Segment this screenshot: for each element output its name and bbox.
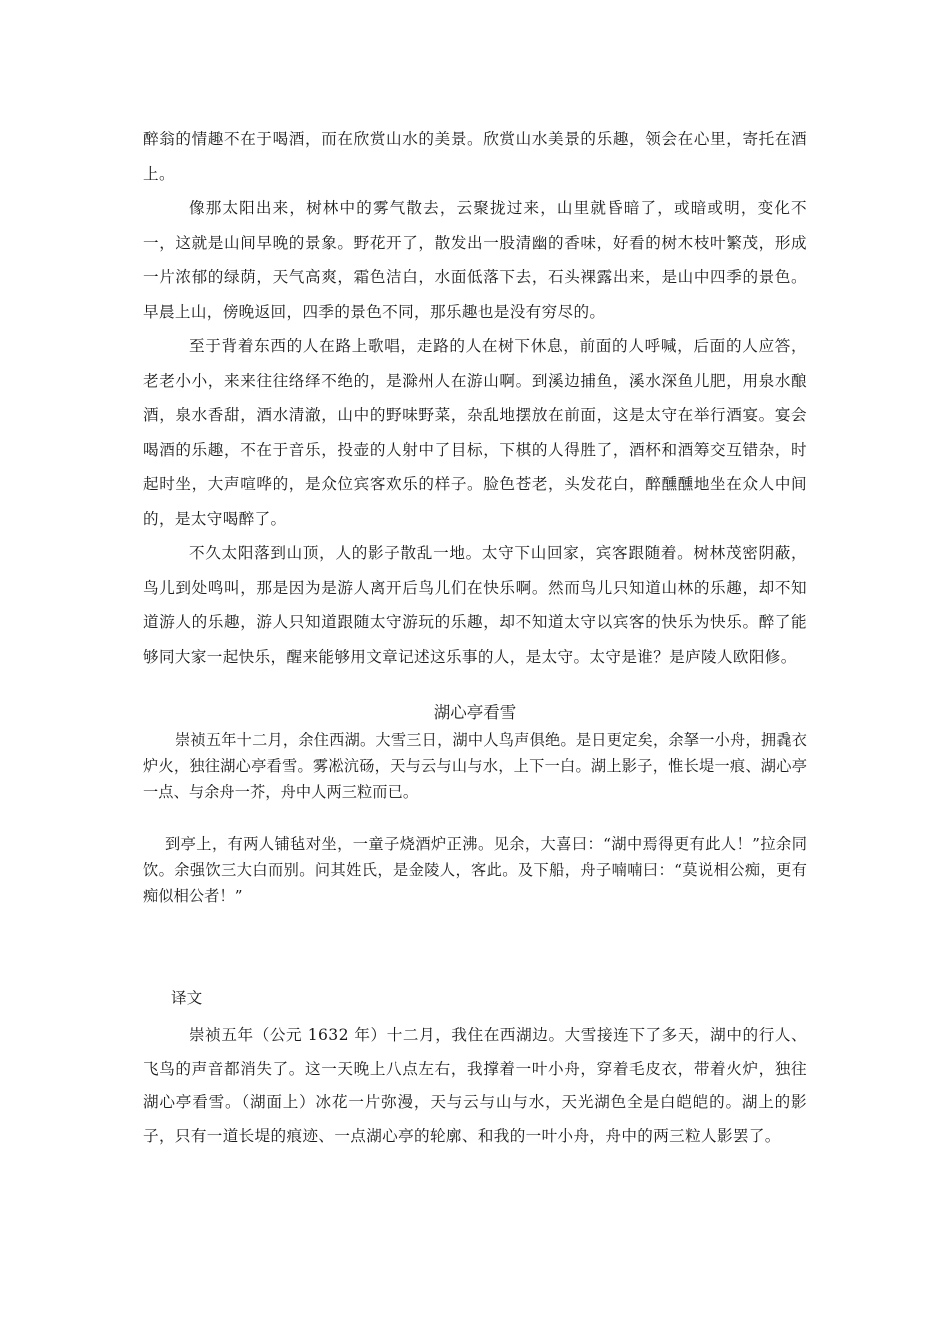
paragraph-zuiweng-interest: 醉翁的情趣不在于喝酒，而在欣赏山水的美景。欣赏山水美景的乐趣，领会在心里，寄托在酒上。 [143, 130, 807, 183]
translation-section-1 [143, 122, 807, 674]
paragraph-mountain-scenery: 像那太阳出来，树林中的雾气散去，云聚拢过来，山里就昏暗了，或暗或明，变化不一，这就是山间早晚的景象。野花开了，散发出一股清幽的香味，好看的树木枝叶繁茂，形成一片浓郁的绿荫，天气高爽，霜色洁白，水面低落下去，石头裸露出来，是山中四季的景色。早晨上山，傍晚返回，四季的景色不同，那乐趣也是没有穷尽的。 [143, 199, 807, 321]
paragraph-feast: 至于背着东西的人在路上歌唱，走路的人在树下休息，前面的人呼喊，后面的人应答，老老小小，来来往往络绎不绝的，是滁州人在游山啊。到溪边捕鱼，溪水深鱼儿肥，用泉水酿酒，泉水香甜，酒水清澈，山中的野味野菜，杂乱地摆放在前面，这是太守在举行酒宴。宴会喝酒的乐趣，不在于音乐，投壶的人射中了目标，下棋的人得胜了，酒杯和酒筹交互错杂，时起时坐，大声喧哗的，是众位宾客欢乐的样子。脸色苍老，头发花白，醉醺醺地坐在众人中间的，是太守喝醉了。 [143, 337, 807, 528]
poem-section [143, 727, 807, 909]
poem-title: 湖心亭看雪 [433, 703, 517, 722]
paragraph-sunset-return: 不久太阳落到山顶，人的影子散乱一地。太守下山回家，宾客跟随着。树林茂密阴蔽，鸟儿到处鸣叫，那是因为是游人离开后鸟儿们在快乐啊。然而鸟儿只知道山林的乐趣，却不知道游人的乐趣，游人只知道跟随太守游玩的乐趣，却不知道太守以宾客的快乐为快乐。醉了能够同大家一起快乐，醒来能够用文章记述这乐事的人，是太守。太守是谁？是庐陵人欧阳修。 [143, 544, 807, 666]
translation-label: 译文 [171, 989, 203, 1007]
translation-paragraph-snow: 崇祯五年（公元 1632 年）十二月，我住在西湖边。大雪接连下了多天，湖中的行人、飞鸟的声音都消失了。这一天晚上八点左右，我撑着一叶小舟，穿着毛皮衣，带着火炉，独往湖心亭看雪。（湖面上）冰花一片弥漫，天与云与山与水，天光湖色全是白皑皑的。湖上的影子，只有一道长堤的痕迹、一点湖心亭的轮廓、和我的一叶小舟，舟中的两三粒人影罢了。 [143, 1026, 807, 1145]
poem-paragraph-1: 崇祯五年十二月，余住西湖。大雪三日，湖中人鸟声俱绝。是日更定矣，余拏一小舟，拥毳衣炉火，独往湖心亭看雪。雾凇沆砀，天与云与山与水，上下一白。湖上影子，惟长堤一痕、湖心亭一点、与余舟一芥，舟中人两三粒而已。 [143, 731, 807, 801]
translation-section-2 [143, 1019, 807, 1153]
poem-paragraph-2: 到亭上，有两人铺毡对坐，一童子烧酒炉正沸。见余，大喜曰：“湖中焉得更有此人！”拉余同饮。余强饮三大白而别。问其姓氏，是金陵人，客此。及下船，舟子喃喃曰：“莫说相公痴，更有痴似相公者！” [143, 835, 807, 905]
